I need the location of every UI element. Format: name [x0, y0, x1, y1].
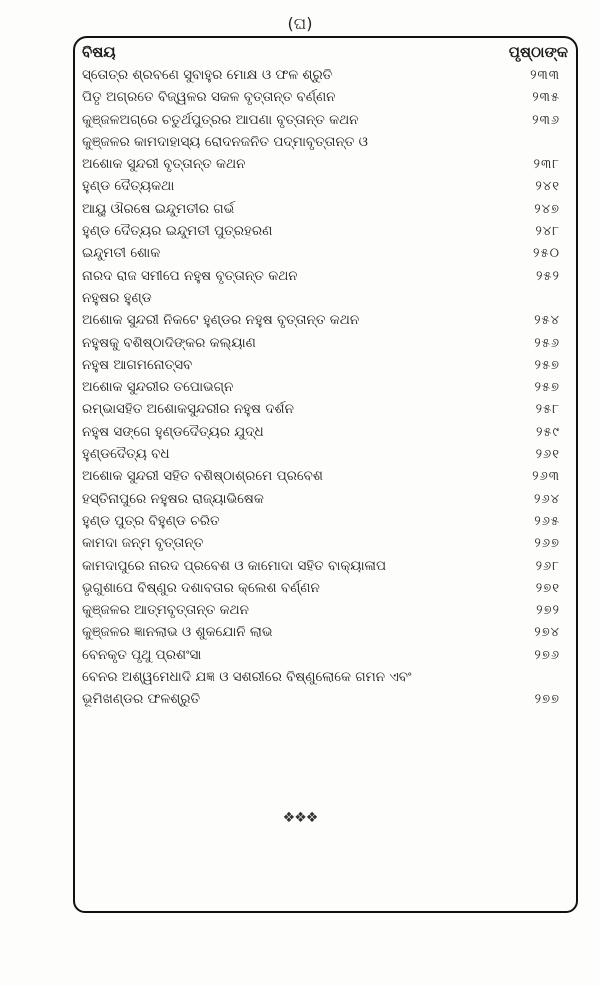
toc-entry-title: ବେନର ଅଶ୍ୱମେଧାଦି ଯଜ୍ଞ ଓ ସଶରୀରେ ବିଷ୍ଣୁଲୋକେ ଗମନ ଏବଂ	[82, 669, 412, 686]
toc-entry	[82, 242, 568, 264]
toc-entry-title: ହୁଣ୍ଡ ଦୈତ୍ୟର ଇନ୍ଦୁମତୀ ପୁତ୍ରହରଣ	[82, 223, 273, 240]
toc-entry	[82, 198, 568, 220]
toc-entry	[82, 644, 568, 666]
toc-entry-page: ୨୭୬	[534, 647, 560, 663]
toc-entry	[82, 287, 568, 309]
toc-entry-title: ହୁଣ୍ଡ ଦୈତ୍ୟକଥା	[82, 178, 175, 195]
table-of-contents	[82, 64, 568, 711]
toc-entry-title: ଭୃଗୁଶାପେ ବିଷ୍ଣୁର ଦଶାବତାର କ୍ଲେଶ ବର୍ଣ୍ଣନ	[82, 579, 320, 596]
toc-entry-page: ୨୭୪	[534, 625, 560, 641]
toc-entry	[82, 488, 568, 510]
toc-entry-page: ୨୬୩	[532, 469, 560, 485]
toc-entry	[82, 465, 568, 487]
toc-entry-page: ୨୫୭	[534, 380, 560, 396]
toc-entry-title: ନହୁଷକୁ ବଶିଷ୍ଠାଦିଙ୍କର କଲ୍ୟାଣ	[82, 334, 256, 351]
toc-entry	[82, 421, 568, 443]
toc-entry-page: ୨୭୭	[534, 692, 560, 708]
toc-entry-page: ୨୪୮	[535, 224, 560, 240]
toc-entry-title: କୁଞ୍ଜଳଅଗ୍ରେ ଚତୁର୍ଥପୁତ୍ରର ଆପଣା ବୃତ୍ତାନ୍ତ କଥନ	[82, 111, 359, 128]
toc-entry-title: ନହୁଷ ସଙ୍ଗେ ହୁଣ୍ଡଦୈତ୍ୟର ଯୁଦ୍ଧ	[82, 423, 264, 440]
toc-entry	[82, 599, 568, 621]
toc-entry-title: ଅଶୋକ ସୁନ୍ଦରୀ ସହିତ ବଶିଷ୍ଠାଶ୍ରମେ ପ୍ରବେଶ	[82, 468, 323, 485]
toc-entry-title: ନହୁଷର ହୁଣ୍ଡ	[82, 289, 152, 306]
toc-entry-page: ୨୫୪	[534, 313, 560, 329]
toc-entry-title: ଅଶୋକ ସୁନ୍ଦରୀ ବୃତ୍ତାନ୍ତ କଥନ	[82, 156, 246, 173]
toc-entry-page: ୨୫୨	[535, 268, 560, 284]
toc-entry-page: ୨୬୫	[534, 513, 560, 529]
toc-entry	[82, 131, 568, 153]
topic-column-header: ବିଷୟ	[82, 43, 116, 61]
page-number-label: (ଘ)	[287, 14, 313, 33]
toc-entry-page: ୨୩୮	[533, 157, 560, 173]
toc-entry-title: ହୁଣ୍ଡ ପୁତ୍ର ବିହୁଣ୍ଡ ଚରିତ	[82, 512, 220, 529]
toc-entry	[82, 309, 568, 331]
toc-entry-title: ହସ୍ତିନାପୁରେ ନହୁଷର ରାଜ୍ୟାଭିଷେକ	[82, 490, 264, 507]
toc-entry-title: ନହୁଷ ଆଗମନୋତ୍ସବ	[82, 356, 193, 373]
toc-entry	[82, 220, 568, 242]
toc-entry-page: ୨୪୧	[535, 179, 560, 195]
toc-entry	[82, 443, 568, 465]
toc-entry-page: ୨୫୯	[535, 424, 560, 440]
toc-entry-title: ଆୟୁ ଔରଷେ ଇନ୍ଦୁମତୀର ଗର୍ଭ	[82, 200, 235, 217]
toc-entry	[82, 398, 568, 420]
toc-entry-page: ୨୭୨	[536, 603, 560, 619]
toc-entry	[82, 354, 568, 376]
toc-entry	[82, 376, 568, 398]
toc-entry	[82, 621, 568, 643]
toc-entry	[82, 109, 568, 131]
toc-entry	[82, 577, 568, 599]
toc-entry-title: କାମଦାପୁରେ ନାରଦ ପ୍ରବେଶ ଓ କାମୋଦା ସହିତ ବାକ୍ୟାଳାପ	[82, 557, 387, 574]
toc-entry-title: ଅଶୋକ ସୁନ୍ଦରୀ ନିକଟେ ହୁଣ୍ଡର ନହୁଷ ବୃତ୍ତାନ୍ତ କଥନ	[82, 312, 360, 329]
toc-entry-page: ୨୫୮	[535, 402, 560, 418]
toc-entry-title: ନାରଦ ରାଜ ସମୀପେ ନହୁଷ ବୃତ୍ତାନ୍ତ କଥନ	[82, 267, 298, 284]
toc-entry	[82, 555, 568, 577]
toc-entry-page: ୨୬୮	[535, 558, 560, 574]
toc-entry-page: ୨୩୫	[532, 90, 560, 106]
toc-entry	[82, 510, 568, 532]
toc-entry-page: ୨୬୧	[535, 447, 560, 463]
toc-entry	[82, 532, 568, 554]
toc-entry	[82, 666, 568, 688]
toc-entry-page: ୨୪୭	[534, 201, 560, 217]
toc-entry-title: କୁଞ୍ଜଳର ଆତ୍ମବୃତ୍ତାନ୍ତ କଥନ	[82, 602, 249, 619]
toc-entry	[82, 175, 568, 197]
toc-entry-title: କୁଞ୍ଜଳର ଜ୍ଞାନଲାଭ ଓ ଶୁକଯୋନି ଲାଭ	[82, 624, 273, 641]
toc-entry-page: ୨୫୦	[533, 246, 560, 262]
toc-entry-title: ସ୍ତୋତ୍ର ଶ୍ରବଣେ ସୁବାହୁର ମୋକ୍ଷ ଓ ଫଳ ଶ୍ରୁତି	[82, 67, 333, 83]
toc-entry-title: ଅଶୋକ ସୁନ୍ଦରୀର ତପୋଭଗ୍ନ	[82, 379, 234, 396]
page-column-header: ପୃଷ୍ଠାଙ୍କ	[508, 43, 568, 61]
toc-entry-page: ୨୭୧	[535, 580, 560, 596]
toc-entry-page: ୨୩୩	[530, 68, 560, 83]
toc-entry-page: ୨୬୪	[534, 491, 560, 507]
toc-entry-title: କୁଞ୍ଜଳର କାମଦାହାସ୍ୟ ରୋଦନଜନିତ ପଦ୍ମାବୃତ୍ତାନ୍ତ ଓ	[82, 133, 368, 150]
toc-entry-title: ପିତୃ ଅଗ୍ରତେ ବିଜ୍ୱଳର ସକଳ ବୃତ୍ତାନ୍ତ ବର୍ଣ୍ଣନ	[82, 89, 336, 106]
toc-entry-page: ୨୬୭	[534, 536, 560, 552]
toc-entry-title: କାମଦା ଜନ୍ମ ବୃତ୍ତାନ୍ତ	[82, 535, 204, 552]
toc-entry-page: ୨୩୬	[532, 112, 560, 128]
toc-header	[82, 41, 568, 63]
toc-entry-page: ୨୫୬	[534, 335, 560, 351]
toc-entry-title: ଭୂମିଖଣ୍ଡର ଫଳଶ୍ରୁତି	[82, 691, 201, 708]
ornament-divider: ❖❖❖	[282, 810, 318, 826]
toc-entry	[82, 153, 568, 175]
toc-entry-page: ୨୫୭	[534, 357, 560, 373]
toc-entry-title: ବେନକୃତ ପୃଥୁ ପ୍ରଶଂସା	[82, 646, 202, 663]
toc-entry-title: ରମ୍ଭାସହିତ ଅଶୋକସୁନ୍ଦରୀର ନହୁଷ ଦର୍ଶନ	[82, 401, 294, 418]
toc-entry	[82, 688, 568, 710]
toc-entry	[82, 86, 568, 108]
toc-entry	[82, 332, 568, 354]
toc-entry	[82, 64, 568, 86]
toc-entry-title: ହୁଣ୍ଡଦୈତ୍ୟ ବଧ	[82, 446, 170, 463]
toc-entry	[82, 265, 568, 287]
toc-entry-title: ଇନ୍ଦୁମତୀ ଶୋକ	[82, 245, 161, 262]
